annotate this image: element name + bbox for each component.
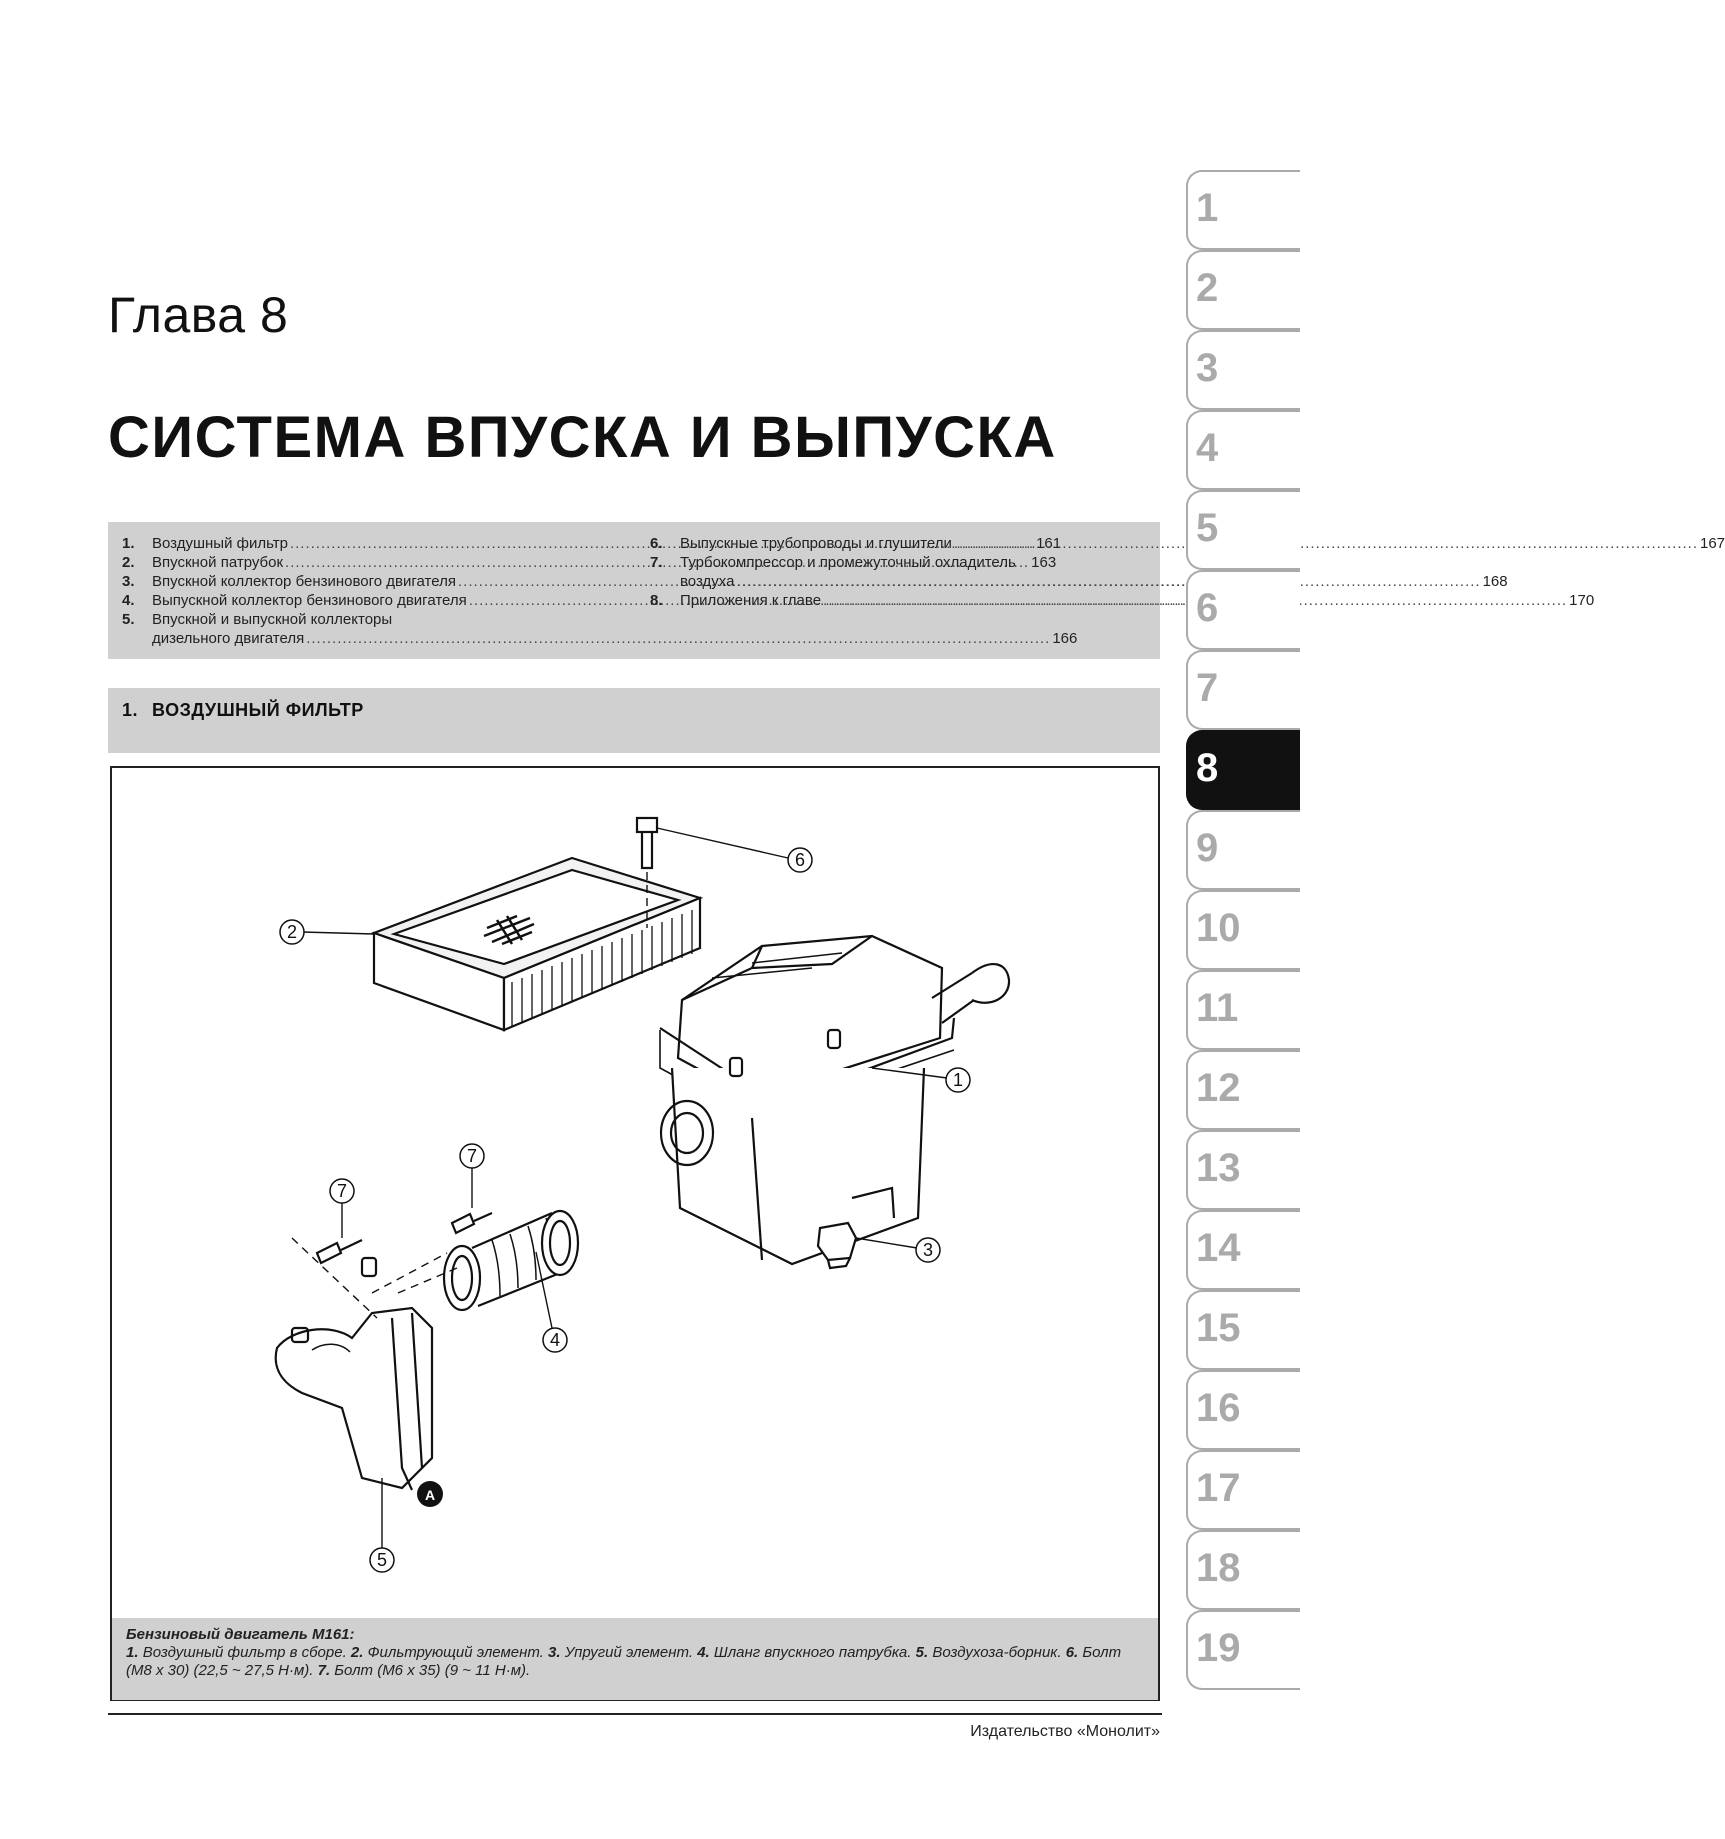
caption-item-text: Воздушный фильтр в сборе. bbox=[142, 1644, 347, 1661]
chapter-tab-19[interactable]: 19 bbox=[1186, 1610, 1300, 1690]
chapter-tab-15[interactable]: 15 bbox=[1186, 1290, 1300, 1370]
toc-item-page: 163 bbox=[1031, 554, 1057, 571]
caption-item-number: 1. bbox=[126, 1644, 139, 1661]
caption-item-number: 3. bbox=[548, 1644, 561, 1661]
section-title: ВОЗДУШНЫЙ ФИЛЬТР bbox=[152, 700, 364, 720]
callout-4 bbox=[543, 1328, 567, 1352]
chapter-tab-8[interactable]: 8 bbox=[1186, 730, 1300, 810]
toc-item-number: 5. bbox=[122, 611, 135, 628]
figure-caption bbox=[112, 1618, 1158, 1700]
callout-6-label: 6 bbox=[794, 850, 806, 870]
toc-item[interactable] bbox=[650, 534, 1725, 553]
toc-item-page: 166 bbox=[1052, 630, 1078, 647]
toc-item-title: Впускной коллектор бензинового двигателя bbox=[152, 573, 456, 590]
caption-item-text: Болт (М6 х 35) (9 ~ 11 Н·м). bbox=[334, 1662, 531, 1679]
toc-item[interactable] bbox=[122, 610, 1078, 648]
callout-2 bbox=[280, 920, 304, 944]
filter-housing-drawing bbox=[660, 936, 1009, 1264]
chapter-tab-4[interactable]: 4 bbox=[1186, 410, 1300, 490]
air-filter-diagram bbox=[112, 768, 1158, 1618]
chapter-tab-18[interactable]: 18 bbox=[1186, 1530, 1300, 1610]
callout-7b bbox=[460, 1144, 484, 1168]
toc-item-title: Впускной патрубок bbox=[152, 554, 284, 571]
chapter-tab-17[interactable]: 17 bbox=[1186, 1450, 1300, 1530]
callout-6 bbox=[788, 848, 812, 872]
caption-item-number: 7. bbox=[317, 1662, 331, 1679]
caption-item-number: 4. bbox=[697, 1644, 710, 1661]
toc-item-title: Воздушный фильтр bbox=[152, 535, 288, 552]
toc-column-right bbox=[650, 534, 1725, 610]
chapter-tab-16[interactable]: 16 bbox=[1186, 1370, 1300, 1450]
callout-5 bbox=[370, 1548, 394, 1572]
caption-item-number: 5. bbox=[915, 1644, 929, 1661]
chapter-title: СИСТЕМА ВПУСКА И ВЫПУСКА bbox=[108, 405, 1057, 470]
chapter-tab-11[interactable]: 11 bbox=[1186, 970, 1300, 1050]
callout-7a-label: 7 bbox=[336, 1181, 348, 1201]
toc-item-number: 4. bbox=[122, 592, 135, 609]
publisher-name: Издательство «Монолит» bbox=[970, 1723, 1160, 1740]
filter-element-drawing bbox=[374, 858, 700, 1030]
toc-item-number: 6. bbox=[650, 535, 663, 552]
section-header bbox=[108, 688, 1160, 753]
callout-3-label: 3 bbox=[922, 1240, 934, 1260]
toc-item-title: Турбокомпрессор и промежуточный охладитель bbox=[680, 554, 1016, 571]
toc-item-title-cont: воздуха bbox=[680, 573, 735, 590]
toc-item-title: Приложения к главе bbox=[680, 592, 822, 609]
callout-4-label: 4 bbox=[549, 1330, 561, 1350]
toc-item-title: Впускной и выпускной коллекторы bbox=[152, 611, 393, 628]
toc-item-page: 170 bbox=[1569, 592, 1595, 609]
callout-3 bbox=[916, 1238, 940, 1262]
toc-item-title-cont: дизельного двигателя bbox=[152, 630, 305, 647]
callout-7b-label: 7 bbox=[466, 1146, 478, 1166]
chapter-tab-10[interactable]: 10 bbox=[1186, 890, 1300, 970]
chapter-tab-6[interactable]: 6 bbox=[1186, 570, 1300, 650]
view-marker-label: A bbox=[424, 1487, 436, 1503]
caption-item-number: 6. bbox=[1065, 1644, 1079, 1661]
air-duct-drawing bbox=[276, 1238, 457, 1490]
caption-item-text: Воздухоза-борник. bbox=[932, 1644, 1062, 1661]
caption-item-text: Болт (М8 х 30) (22,5 ~ 27,5 Н·м). bbox=[126, 1644, 1122, 1679]
figure-frame bbox=[110, 766, 1160, 1701]
toc-item-page: 167 bbox=[1700, 535, 1725, 552]
toc-item-page: 168 bbox=[1482, 573, 1508, 590]
chapter-tab-2[interactable]: 2 bbox=[1186, 250, 1300, 330]
chapter-tab-9[interactable]: 9 bbox=[1186, 810, 1300, 890]
caption-item-number: 2. bbox=[350, 1644, 364, 1661]
chapter-tab-7[interactable]: 7 bbox=[1186, 650, 1300, 730]
callout-7a bbox=[330, 1179, 354, 1203]
toc-item[interactable] bbox=[122, 572, 622, 591]
chapter-tab-13[interactable]: 13 bbox=[1186, 1130, 1300, 1210]
caption-item-text: Шланг впускного патрубка. bbox=[713, 1644, 912, 1661]
elastic-element-drawing bbox=[818, 1223, 856, 1268]
table-of-contents bbox=[108, 522, 1725, 659]
callout-1 bbox=[946, 1068, 970, 1092]
toc-item-number: 1. bbox=[122, 535, 135, 552]
toc-item-title: Выпускные трубопроводы и глушители bbox=[680, 535, 952, 552]
caption-items bbox=[126, 1644, 1144, 1680]
chapter-tab-1[interactable]: 1 bbox=[1186, 170, 1300, 250]
toc-item[interactable] bbox=[122, 591, 622, 610]
toc-item-number: 3. bbox=[122, 573, 135, 590]
caption-item-text: Фильтрующий элемент. bbox=[367, 1644, 544, 1661]
toc-item-number: 2. bbox=[122, 554, 135, 571]
callout-5-label: 5 bbox=[376, 1550, 388, 1570]
chapter-tab-3[interactable]: 3 bbox=[1186, 330, 1300, 410]
chapter-tab-14[interactable]: 14 bbox=[1186, 1210, 1300, 1290]
caption-title: Бензиновый двигатель М161: bbox=[126, 1626, 355, 1643]
footer-rule bbox=[108, 1713, 1162, 1715]
toc-item-title: Выпускной коллектор бензинового двигателя bbox=[152, 592, 467, 609]
section-number: 1. bbox=[122, 700, 139, 720]
caption-item-text: Упругий элемент. bbox=[564, 1644, 694, 1661]
chapter-tab-5[interactable]: 5 bbox=[1186, 490, 1300, 570]
callout-1-label: 1 bbox=[952, 1070, 964, 1090]
chapter-label: Глава 8 bbox=[108, 287, 289, 343]
toc-item[interactable] bbox=[650, 591, 1595, 610]
toc-item-page: 161 bbox=[1036, 535, 1062, 552]
view-marker-a bbox=[417, 1481, 443, 1507]
toc-item-number: 8. bbox=[650, 592, 663, 609]
callout-2-label: 2 bbox=[286, 922, 298, 942]
toc-item[interactable] bbox=[650, 553, 1508, 591]
toc-item-number: 7. bbox=[650, 554, 663, 571]
chapter-tab-12[interactable]: 12 bbox=[1186, 1050, 1300, 1130]
